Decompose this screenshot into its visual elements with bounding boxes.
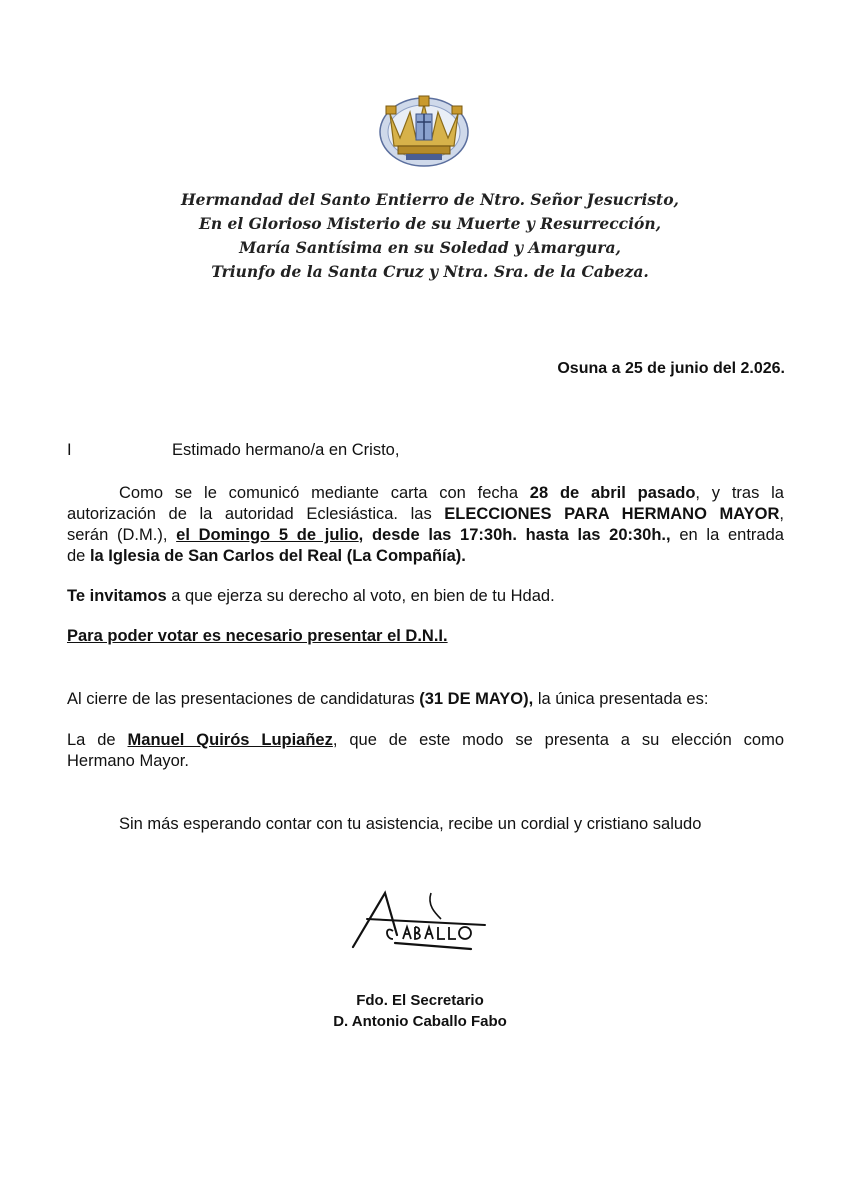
para5-line1: La de Manuel Quirós Lupiañez, que de este modo se presenta a su elección como bbox=[67, 731, 785, 749]
header-line-3: María Santísima en su Soledad y Amargura, bbox=[239, 238, 621, 257]
handwritten-signature bbox=[345, 885, 495, 960]
signoff-title: Fdo. El Secretario bbox=[356, 992, 484, 1009]
salutation: Estimado hermano/a en Cristo, bbox=[172, 441, 400, 459]
para1-line4: de la Iglesia de San Carlos del Real (La Compañía). bbox=[67, 547, 466, 565]
para3-dni-notice: Para poder votar es necesario presentar el D.N.I. bbox=[67, 627, 448, 645]
signoff-name: D. Antonio Caballo Fabo bbox=[333, 1013, 507, 1030]
para2: Te invitamos a que ejerza su derecho al voto, en bien de tu Hdad. bbox=[67, 587, 555, 605]
closing-line: Sin más esperando contar con tu asistencia, recibe un cordial y cristiano saludo bbox=[119, 815, 702, 833]
para1-line1: Como se le comunicó mediante carta con fecha 28 de abril pasado, y tras la bbox=[119, 484, 784, 502]
salutation-mark: I bbox=[67, 441, 72, 459]
para1-line2: autorización de la autoridad Eclesiástica. las ELECCIONES PARA HERMANO MAYOR, bbox=[67, 505, 784, 523]
header-line-4: Triunfo de la Santa Cruz y Ntra. Sra. de la Cabeza. bbox=[211, 262, 649, 281]
para1-line3: serán (D.M.), el Domingo 5 de julio, desde las 17:30h. hasta las 20:30h., en la entrada bbox=[67, 526, 784, 544]
letter-date: Osuna a 25 de junio del 2.026. bbox=[557, 360, 785, 377]
header-line-2: En el Glorioso Misterio de su Muerte y Resurrección, bbox=[199, 214, 661, 233]
brotherhood-crest-logo bbox=[376, 92, 472, 168]
para5-line2: Hermano Mayor. bbox=[67, 752, 189, 770]
para4: Al cierre de las presentaciones de candidaturas (31 DE MAYO), la única presentada es: bbox=[67, 690, 709, 708]
header-line-1: Hermandad del Santo Entierro de Ntro. Señor Jesucristo, bbox=[181, 190, 679, 209]
